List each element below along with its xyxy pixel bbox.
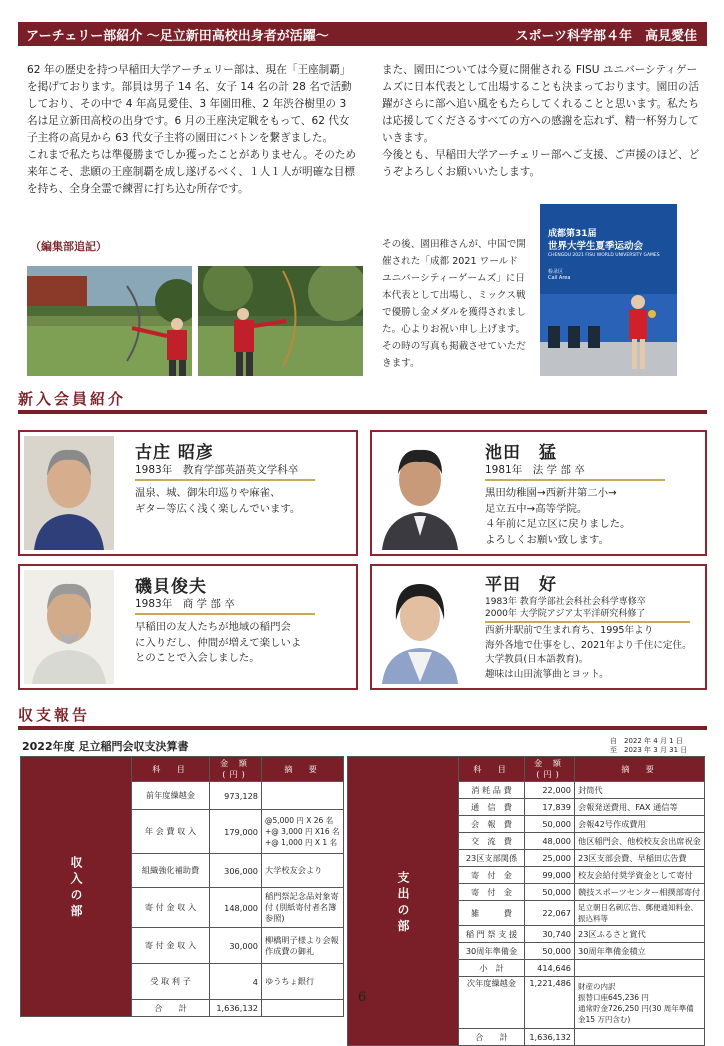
expense-amount: 50,000 [525, 943, 575, 960]
finance-section-rule [18, 726, 707, 730]
member-desc-line: 温泉、城、御朱印巡りや麻雀、 [135, 487, 281, 499]
expense-total-label: 合 計 [459, 1029, 525, 1046]
member-desc-line: 足立五中→高等学院。 [485, 502, 588, 515]
member-name: 平田 好 [485, 575, 557, 595]
member-dept: 1983年 教育学部社会科社会科学専修卒 [485, 597, 646, 607]
editor-note-label: （編集部追記） [30, 240, 107, 253]
expense-amount: 50,000 [525, 816, 575, 833]
expense-note: 会報42号作成費用 [575, 816, 705, 833]
member-desc [135, 620, 350, 667]
income-side-label: 収 入 の 部 [21, 757, 132, 1017]
banner-text-2: 世界大学生夏季运动会 [548, 241, 644, 252]
expense-note: 封筒代 [575, 782, 705, 799]
member-desc-line: 大学教員(日本語教育)。 [485, 654, 589, 665]
period-to: 至 2023 年 3 月 31 日 [610, 746, 688, 754]
carry-amount: 1,221,486 [525, 977, 575, 1029]
banner-text-3: CHENGDU 2021 FISU WORLD UNIVERSITY GAMES [548, 253, 660, 258]
expense-note: 足立朝日名刺広告、郵便通知料金、振込料等 [575, 901, 705, 926]
income-item: 年 会 費 収 入 [132, 810, 210, 854]
header-amount: 金 額(円) [210, 757, 262, 782]
member-desc-line: 黒田幼稚園→西新井第二小→ [485, 487, 617, 499]
member-dept: 1983年 商 学 部 卒 [135, 596, 315, 615]
carry-note-line: 財産の内訳 [578, 981, 616, 991]
member-desc-line: 海外各地で仕事をし、2021年より千住に定住。 [485, 639, 692, 651]
member-desc-line: 西新井駅前で生まれ育ち、1995年より [485, 625, 654, 636]
income-total: 1,636,132 [210, 1000, 262, 1017]
expense-item: 消 耗 品 費 [459, 782, 525, 799]
header-summary: 摘 要 [262, 757, 344, 782]
members-section-title: 新入会員紹介 [18, 390, 127, 408]
member-card [18, 430, 358, 556]
income-note: 稲門祭記念品対象寄付 (別紙寄付者名簿参照) [262, 888, 344, 928]
expense-item: 寄 付 金 [459, 884, 525, 901]
income-item: 前年度繰越金 [132, 782, 210, 810]
article-right-column [382, 62, 707, 181]
income-item: 寄 付 金 収 入 [132, 888, 210, 928]
carry-note-line: 通常貯金726,250 円(30 周年準備金15 万円含む) [578, 1003, 694, 1024]
article-paragraph: 62 年の歴史を持つ早稲田大学アーチェリー部は、現在「王座制覇」を掲げております。部員は男子 14 名、女子 14 名の計 28 名で活動しており、その中で 4 年高見愛佳、3 年園田稚、2 年渋谷樹里の 3 名は足立新田高校の出身です。6 月の王座決定戦をもって、62 代女子主将の高見から 63 代女子主将の園田にバトンを繋ぎました。 [27, 64, 352, 144]
banner-text-5: Call Area [548, 275, 571, 281]
banner-text-4: 检录区 [548, 269, 564, 275]
expense-note: 会報発送費用、FAX 通信等 [575, 799, 705, 816]
member-photo [24, 436, 114, 550]
expense-item: 雑 費 [459, 901, 525, 926]
member-photo [376, 436, 464, 550]
article-paragraph: これまで私たちは準優勝までしか獲ったことがありません。そのため来年こそ、悲願の王座制覇を成し遂げるべく、１人１人が明確な目標を持ち、全身全霊で練習に打ち込む所存です。 [27, 149, 357, 195]
editor-note: その後、園田稚さんが、中国で開催された「成都 2021 ワールドユニバーシティーゲームズ」に日本代表として出場し、ミックス戦で優勝し金メダルを獲得されました。心よりお祝い申し上げます。その時の写真も掲載させていただきます。 [382, 239, 526, 369]
member-desc-line: ギター等広く浅く楽しんでいます。 [135, 502, 301, 515]
income-amount: 4 [210, 964, 262, 1000]
expense-item: 交 流 費 [459, 833, 525, 850]
article-paragraph: 今後とも、早稲田大学アーチェリー部へご支援、ご声援のほど、どうぞよろしくお願いいたします。 [382, 149, 700, 178]
income-amount: 306,000 [210, 854, 262, 888]
subtotal-note [575, 960, 705, 977]
archery-photo-2 [198, 266, 363, 376]
income-note [262, 782, 344, 810]
expense-side-label: 支 出 の 部 [348, 757, 459, 1046]
member-card [370, 430, 707, 556]
chengdu-games-photo [540, 204, 677, 376]
member-desc [485, 486, 700, 548]
expense-total-note [575, 1029, 705, 1046]
expense-amount: 48,000 [525, 833, 575, 850]
expense-note: 23区ふるさと賞代 [575, 926, 705, 943]
income-amount: 148,000 [210, 888, 262, 928]
member-card [370, 564, 707, 690]
member-desc-line: よろしくお願い致します。 [485, 533, 609, 546]
period-from: 自 2022 年 4 月 1 日 [610, 737, 683, 745]
member-desc-line: とのことで入会しました。 [135, 652, 260, 664]
expense-item: 稲 門 祭 支 援 [459, 926, 525, 943]
member-name: 古庄 昭彦 [135, 443, 214, 463]
header-summary: 摘 要 [575, 757, 705, 782]
income-note: 大学校友会より [262, 854, 344, 888]
header-item: 科 目 [459, 757, 525, 782]
expense-note: 他区稲門会、他校校友会出席祝金 [575, 833, 705, 850]
expense-amount: 17,839 [525, 799, 575, 816]
carry-label: 次年度繰越金 [459, 977, 525, 1029]
expense-amount: 50,000 [525, 884, 575, 901]
finance-period [610, 737, 687, 755]
article-header [18, 22, 707, 46]
income-note: ゆうちょ銀行 [262, 964, 344, 1000]
expense-item: 通 信 費 [459, 799, 525, 816]
expense-item: 会 報 費 [459, 816, 525, 833]
expense-note: 競技スポーツセンター相撲部寄付 [575, 884, 705, 901]
member-photo [376, 570, 464, 684]
member-desc-line: 趣味は山田流箏曲とヨット。 [485, 668, 609, 680]
income-amount: 973,128 [210, 782, 262, 810]
expense-amount: 99,000 [525, 867, 575, 884]
member-dept: 1983年 教育学部英語英文学科卒 [135, 462, 315, 481]
expense-amount: 25,000 [525, 850, 575, 867]
member-dept-2: 2000年 大学院アジア太平洋研究科修了 [485, 606, 690, 623]
income-note: @5,000 円 X 26 名 +@ 3,000 円 X16 名 +@ 1,000 円 X 1 名 [262, 810, 344, 854]
finance-section-title: 収支報告 [18, 706, 91, 724]
member-desc-line: 早稲田の友人たちが地域の稲門会 [135, 621, 291, 633]
article-left-column [27, 62, 360, 198]
member-desc-line: ４年前に足立区に戻りました。 [485, 518, 631, 530]
expense-item: 寄 付 金 [459, 867, 525, 884]
member-photo [24, 570, 114, 684]
expense-note: 30周年準備金積立 [575, 943, 705, 960]
finance-subtitle: 2022年度 足立稲門会収支決算書 [22, 740, 189, 753]
expense-amount: 22,000 [525, 782, 575, 799]
income-amount: 30,000 [210, 928, 262, 964]
expense-total: 1,636,132 [525, 1029, 575, 1046]
expense-note: 23区支部会費、早稲田広告費 [575, 850, 705, 867]
income-item: 受 取 利 子 [132, 964, 210, 1000]
expense-note: 校友会給付奨学資金として寄付 [575, 867, 705, 884]
member-dept: 1981年 法 学 部 卒 [485, 462, 665, 481]
article-paragraph: また、園田については今夏に開催される FISU ユニバーシティゲームズに日本代表として出場することも決まっております。園田の活躍がさらに部へ追い風をもたらしてくれることと思います。私たちは応援してくださるすべての方への感謝を忘れず、精一杯努力していきます。 [382, 64, 699, 144]
income-item: 組織強化補助費 [132, 854, 210, 888]
member-desc [485, 624, 705, 682]
expense-amount: 30,740 [525, 926, 575, 943]
article-author: スポーツ科学部４年 高見愛佳 [515, 28, 697, 44]
members-section-rule [18, 410, 707, 414]
income-item: 寄 付 金 収 入 [132, 928, 210, 964]
member-name: 磯貝俊夫 [135, 577, 207, 597]
member-card [18, 564, 358, 690]
member-name: 池田 猛 [485, 443, 557, 463]
subtotal-label: 小 計 [459, 960, 525, 977]
income-note: 柳橋明子様より会報作成費の御礼 [262, 928, 344, 964]
header-item: 科 目 [132, 757, 210, 782]
article-title: アーチェリー部紹介 〜足立新田高校出身者が活躍〜 [26, 28, 329, 44]
expense-item: 23区支部関係 [459, 850, 525, 867]
income-total-label: 合 計 [132, 1000, 210, 1017]
subtotal-amount: 414,646 [525, 960, 575, 977]
page-number: 6 [357, 990, 367, 1005]
expense-amount: 22,067 [525, 901, 575, 926]
income-table [20, 756, 344, 1017]
header-amount: 金 額(円) [525, 757, 575, 782]
archery-photo-1 [27, 266, 192, 376]
banner-text-1: 成都第31届 [548, 229, 597, 239]
member-desc-line: に入りだし、仲間が増えて楽しいよ [135, 636, 302, 649]
income-amount: 179,000 [210, 810, 262, 854]
chengdu-scene [540, 294, 677, 376]
member-desc [135, 486, 350, 517]
expense-item: 30周年準備金 [459, 943, 525, 960]
carry-note-line: 振替口座645,236 円 [578, 992, 649, 1002]
